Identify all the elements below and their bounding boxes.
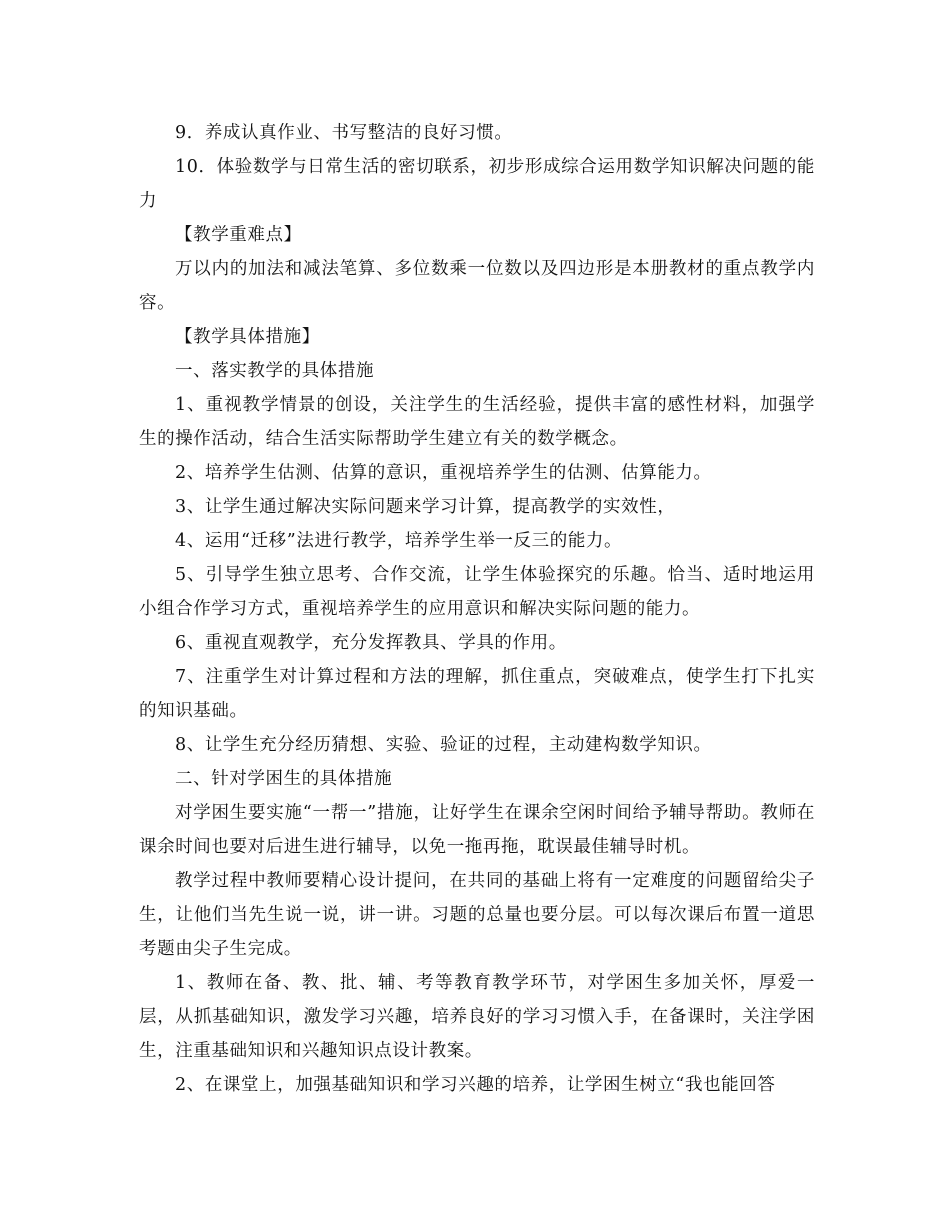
paragraph-struggling-measure-2: 2、在课堂上，加强基础知识和学习兴趣的培养，让学困生树立“我也能回答 (175, 1075, 776, 1095)
paragraph-goal-9: 9．养成认真作业、书写整洁的良好习惯。 (175, 123, 513, 143)
paragraph-measure-3: 3、让学生通过解决实际问题来学习计算，提高教学的实效性， (175, 497, 676, 517)
paragraph-goal-10: 10．体验数学与日常生活的密切联系，初步形成综合运用数学知识解决问题的能力 (139, 157, 815, 211)
paragraph-questioning-design: 教学过程中教师要精心设计提问，在共同的基础上将有一定难度的问题留给尖子生，让他们当先生说一说，讲一讲。习题的总量也要分层。可以每次课后布置一道思考题由尖子生完成。 (139, 871, 815, 959)
paragraph-measure-6: 6、重视直观教学，充分发挥教具、学具的作用。 (175, 633, 567, 653)
paragraph-measure-8: 8、让学生充分经历猜想、实验、验证的过程，主动建构数学知识。 (175, 735, 712, 755)
paragraph-key-points: 万以内的加法和减法笔算、多位数乘一位数以及四边形是本册教材的重点教学内容。 (139, 259, 815, 313)
paragraph-measure-2: 2、培养学生估测、估算的意识，重视培养学生的估测、估算能力。 (175, 463, 712, 483)
section-heading-key-difficult-points: 【教学重难点】 (175, 225, 302, 245)
paragraph-one-help-one: 对学困生要实施“一帮一”措施，让好学生在课余空闲时间给予辅导帮助。教师在课余时间也要对后进生进行辅导，以免一拖再拖，耽误最佳辅导时机。 (139, 803, 815, 857)
subheading-struggling-students-measures: 二、针对学困生的具体措施 (175, 769, 393, 789)
subheading-implementation-measures: 一、落实教学的具体措施 (175, 361, 375, 381)
paragraph-struggling-measure-1: 1、教师在备、教、批、辅、考等教育教学环节，对学困生多加关怀，厚爱一层，从抓基础知识，激发学习兴趣，培养良好的学习习惯入手，在备课时，关注学困生，注重基础知识和兴趣知识点设计教案。 (139, 973, 815, 1061)
paragraph-measure-7: 7、注重学生对计算过程和方法的理解，抓住重点，突破难点，使学生打下扎实的知识基础。 (139, 667, 815, 721)
document-body (139, 116, 815, 1102)
paragraph-measure-1: 1、重视教学情景的创设，关注学生的生活经验，提供丰富的感性材料，加强学生的操作活动，结合生活实际帮助学生建立有关的数学概念。 (139, 395, 815, 449)
section-heading-teaching-measures: 【教学具体措施】 (175, 327, 320, 347)
paragraph-measure-5: 5、引导学生独立思考、合作交流，让学生体验探究的乐趣。恰当、适时地运用小组合作学习方式，重视培养学生的应用意识和解决实际问题的能力。 (139, 565, 815, 619)
paragraph-measure-4: 4、运用“迁移”法进行教学，培养学生举一反三的能力。 (175, 531, 623, 551)
